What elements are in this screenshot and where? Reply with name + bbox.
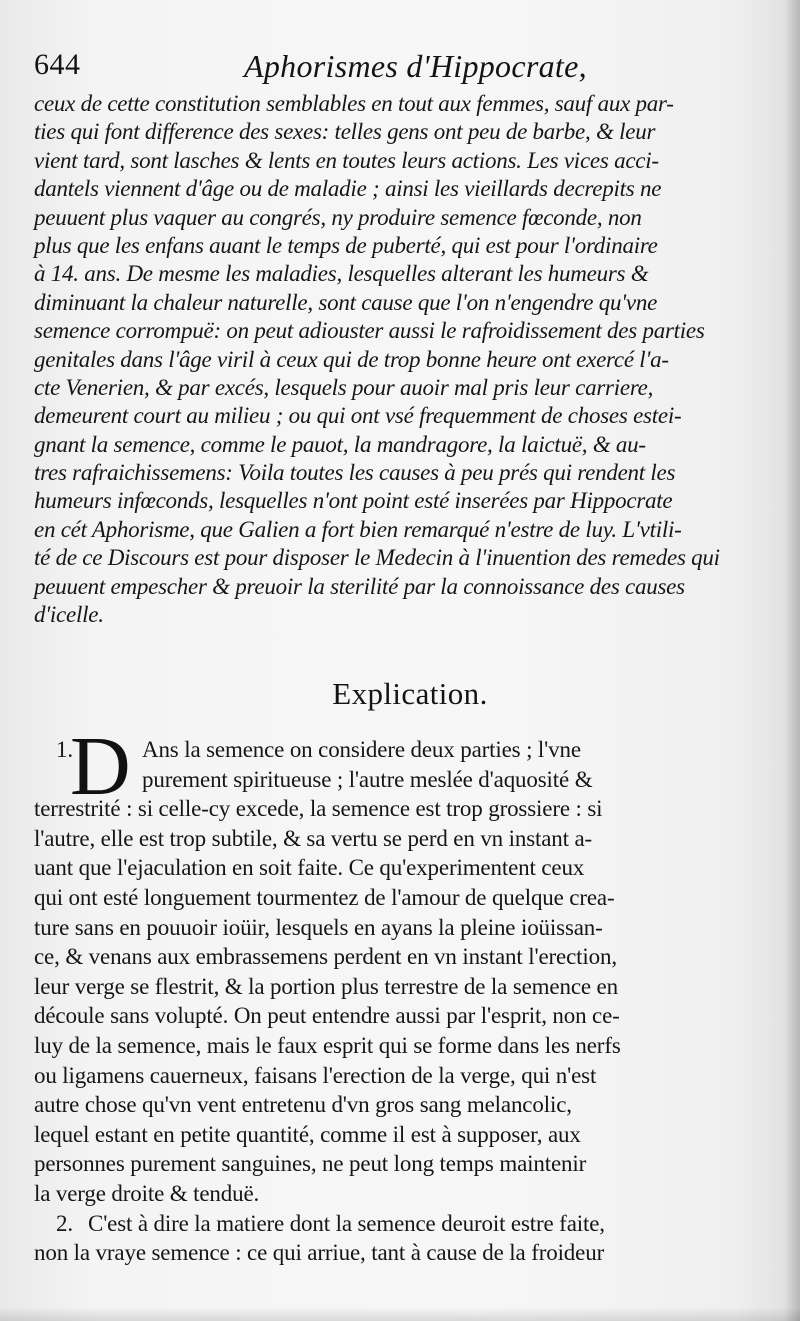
note-1-second-line: purement spiritueuse ; l'autre meslée d'aquosité & — [142, 766, 593, 792]
explication-line: ce, & venans aux embrassemens perdent en vn instant l'erection, — [34, 944, 617, 970]
commentary-line: en cét Aphorisme, que Galien a fort bien remarqué n'estre de luy. L'vtili- — [34, 516, 682, 542]
note-1-first-line — [34, 735, 764, 765]
explication-line: autre chose qu'vn vent entretenu d'vn gros sang melancolic, — [34, 1092, 572, 1118]
note-number: 1. — [56, 737, 73, 762]
note-2-opening-text: C'est à dire la matiere dont la semence deuroit estre faite, — [88, 1210, 605, 1236]
explication-line: uant que l'ejaculation en soit faite. Ce qu'experimentent ceux — [34, 855, 585, 881]
commentary-line: té de ce Discours est pour disposer le Medecin à l'inuention des remedes qui — [34, 545, 720, 571]
commentary-line: genitales dans l'âge viril à ceux qui de trop bonne heure ont exercé l'a- — [34, 346, 669, 372]
commentary-line: humeurs infœconds, lesquelles n'ont point esté inserées par Hippocrate — [34, 488, 673, 514]
note-number: 2. — [56, 1210, 73, 1236]
running-title: Aphorismes d'Hippocrate, — [244, 48, 587, 84]
commentary-line: à 14. ans. De mesme les maladies, lesquelles alterant les humeurs & — [34, 261, 649, 287]
explication-line: ture sans en pouuoir ioüir, lesquels en ayans la pleine ioüissan- — [34, 914, 603, 940]
commentary-line: peuuent plus vaquer au congrés, ny produire semence fœconde, non — [34, 204, 642, 230]
section-heading: Explication. — [332, 676, 488, 711]
commentary-line: ceux de cette constitution semblables en tout aux femmes, sauf aux par- — [34, 91, 674, 116]
note-2-second-line: non la vraye semence : ce qui arriue, tant à cause de la froideur — [34, 1240, 605, 1266]
commentary-line: peuuent empescher & preuoir la sterilité par la connoissance des causes — [34, 573, 685, 599]
explication-line: terrestrité : si celle-cy excede, la semence est trop grossiere : si — [34, 796, 603, 822]
page-bottom-shadow — [0, 1307, 800, 1321]
running-head — [34, 48, 764, 90]
commentary-line: d'icelle. — [34, 602, 104, 628]
commentary-line: semence corrompuë: on peut adiouster aussi le rafroidissement des parties — [34, 318, 705, 344]
explication-line: luy de la semence, mais le faux esprit qui se forme dans les nerfs — [34, 1032, 621, 1058]
explication-line: ou ligamens cauerneux, faisans l'erection de la verge, qui n'est — [34, 1062, 597, 1088]
explication-line: leur verge se flestrit, & la portion plus terrestre de la semence en — [34, 973, 618, 999]
explication-line: personnes purement sanguines, ne peut long temps maintenir — [34, 1151, 587, 1177]
explication-line: la verge droite & tenduë. — [34, 1180, 260, 1206]
explication-line: l'autre, elle est trop subtile, & sa vertu se perd en vn instant a- — [34, 825, 593, 851]
commentary-line: tres rafraichissemens: Voila toutes les causes à peu prés qui rendent les — [34, 460, 676, 486]
commentary-block — [34, 90, 764, 629]
page-number: 644 — [34, 48, 81, 81]
commentary-line: ties qui font difference des sexes: telles gens ont peu de barbe, & leur — [34, 119, 656, 145]
commentary-line: diminuant la chaleur naturelle, sont cause que l'on n'engendre qu'vne — [34, 289, 658, 315]
page-edge-shadow — [784, 0, 800, 1321]
commentary-line: dantels viennent d'âge ou de maladie ; ainsi les vieillards decrepits ne — [34, 176, 662, 202]
note-2-first-line — [34, 1209, 764, 1239]
explication-block — [34, 735, 764, 1268]
explication-line: qui ont esté longuement tourmentez de l'amour de quelque crea- — [34, 884, 615, 910]
drop-cap: D — [70, 720, 131, 813]
note-1-opening-text: Ans la semence on considere deux parties ; l'vne — [142, 737, 581, 762]
explication-line: lequel estant en petite quantité, comme il est à supposer, aux — [34, 1121, 581, 1147]
commentary-line: plus que les enfans auant le temps de puberté, qui est pour l'ordinaire — [34, 232, 658, 258]
commentary-line: cte Venerien, & par excés, lesquels pour auoir mal pris leur carriere, — [34, 374, 654, 400]
commentary-line: gnant la semence, comme le pauot, la mandragore, la laictuë, & au- — [34, 431, 646, 457]
commentary-line: vient tard, sont lasches & lents en toutes leurs actions. Les vices acci- — [34, 147, 659, 173]
commentary-line: demeurent court au milieu ; ou qui ont vsé frequemment de choses estei- — [34, 403, 682, 429]
explication-line: découle sans volupté. On peut entendre aussi par l'esprit, non ce- — [34, 1003, 620, 1029]
